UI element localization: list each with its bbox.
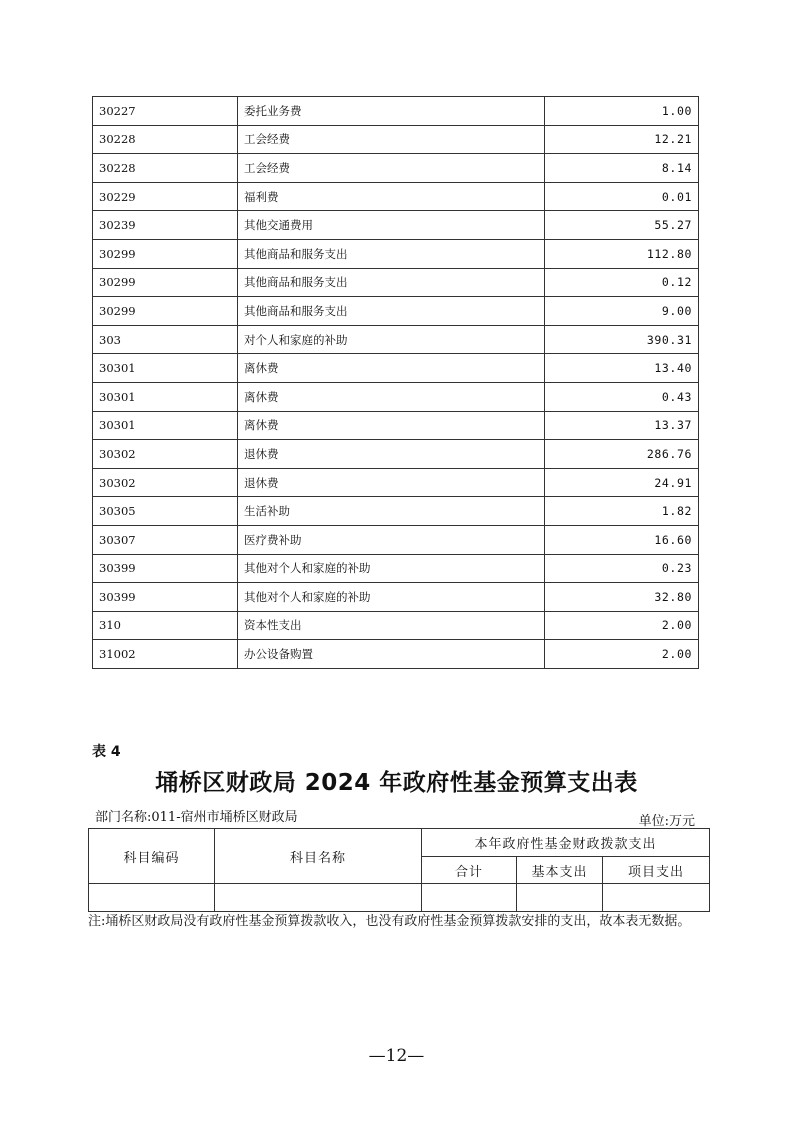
table-row [93,354,699,383]
name-cell: 其他对个人和家庭的补助 [238,583,545,612]
table-title: 埇桥区财政局 2024 年政府性基金预算支出表 [155,770,638,796]
amount-cell: 112.80 [545,239,699,268]
amount-cell: 390.31 [545,325,699,354]
code-cell: 30229 [93,182,238,211]
code-cell: 30399 [93,583,238,612]
table-row [93,239,699,268]
amount-cell: 32.80 [545,583,699,612]
table-row [93,382,699,411]
amount-cell: 2.00 [545,611,699,640]
header-subject-name: 科目名称 [215,829,422,884]
amount-cell: 24.91 [545,468,699,497]
department-name: 部门名称:011-宿州市埇桥区财政局 [95,810,298,825]
code-cell: 30399 [93,554,238,583]
table-row [93,611,699,640]
code-cell: 30228 [93,125,238,154]
name-cell: 其他商品和服务支出 [238,297,545,326]
code-cell: 30299 [93,297,238,326]
table-row [93,325,699,354]
empty-cell [422,884,517,912]
amount-cell: 0.12 [545,268,699,297]
code-cell: 30227 [93,97,238,126]
table-row [93,525,699,554]
code-cell: 30305 [93,497,238,526]
amount-cell: 286.76 [545,440,699,469]
table-row [93,497,699,526]
header-basic-expenditure: 基本支出 [517,857,603,884]
code-cell: 30301 [93,382,238,411]
table-row [93,297,699,326]
table-row [93,583,699,612]
name-cell: 工会经费 [238,125,545,154]
table-row [93,411,699,440]
header-subject-code: 科目编码 [89,829,215,884]
amount-cell: 0.01 [545,182,699,211]
name-cell: 退休费 [238,440,545,469]
government-fund-table [88,828,710,912]
table-row [93,640,699,669]
name-cell: 委托业务费 [238,97,545,126]
amount-cell: 12.21 [545,125,699,154]
amount-cell: 0.23 [545,554,699,583]
amount-cell: 9.00 [545,297,699,326]
name-cell: 离休费 [238,411,545,440]
code-cell: 30301 [93,354,238,383]
code-cell: 30302 [93,440,238,469]
code-cell: 30299 [93,239,238,268]
code-cell: 30228 [93,154,238,183]
name-cell: 离休费 [238,354,545,383]
amount-cell: 13.37 [545,411,699,440]
header-project-expenditure: 项目支出 [603,857,710,884]
table-row [93,154,699,183]
header-fund-expenditure-group: 本年政府性基金财政拨款支出 [422,829,710,857]
table-label: 表 4 [92,744,121,760]
name-cell: 医疗费补助 [238,525,545,554]
code-cell: 303 [93,325,238,354]
table-row [93,182,699,211]
name-cell: 对个人和家庭的补助 [238,325,545,354]
code-cell: 30301 [93,411,238,440]
table-row [93,268,699,297]
code-cell: 30299 [93,268,238,297]
name-cell: 其他商品和服务支出 [238,239,545,268]
name-cell: 办公设备购置 [238,640,545,669]
empty-cell [89,884,215,912]
name-cell: 其他商品和服务支出 [238,268,545,297]
amount-cell: 1.82 [545,497,699,526]
amount-cell: 55.27 [545,211,699,240]
empty-cell [215,884,422,912]
code-cell: 30307 [93,525,238,554]
empty-cell [603,884,710,912]
amount-cell: 1.00 [545,97,699,126]
name-cell: 福利费 [238,182,545,211]
name-cell: 生活补助 [238,497,545,526]
table-row [93,125,699,154]
code-cell: 310 [93,611,238,640]
page-number: —12— [368,1046,425,1066]
code-cell: 31002 [93,640,238,669]
unit-label: 单位:万元 [638,814,695,829]
table-row [93,468,699,497]
empty-data-row [89,884,710,912]
amount-cell: 0.43 [545,382,699,411]
table-note: 注:埇桥区财政局没有政府性基金预算拨款收入，也没有政府性基金预算拨款安排的支出，故本表无数据。 [88,914,691,929]
name-cell: 工会经费 [238,154,545,183]
amount-cell: 16.60 [545,525,699,554]
header-total: 合计 [422,857,517,884]
name-cell: 其他对个人和家庭的补助 [238,554,545,583]
table-row [93,211,699,240]
empty-cell [517,884,603,912]
code-cell: 30239 [93,211,238,240]
expense-table-body [93,97,699,669]
name-cell: 资本性支出 [238,611,545,640]
amount-cell: 2.00 [545,640,699,669]
name-cell: 其他交通费用 [238,211,545,240]
name-cell: 退休费 [238,468,545,497]
amount-cell: 13.40 [545,354,699,383]
table-row [93,97,699,126]
expense-detail-table [92,96,699,669]
code-cell: 30302 [93,468,238,497]
amount-cell: 8.14 [545,154,699,183]
name-cell: 离休费 [238,382,545,411]
table-row [93,440,699,469]
table-row [93,554,699,583]
